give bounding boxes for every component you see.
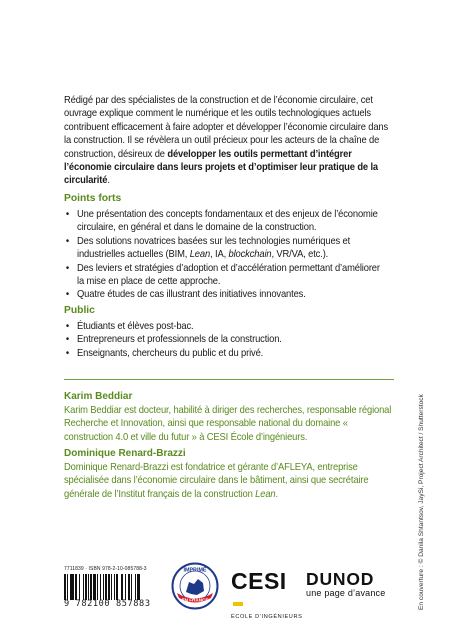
intro-end: .: [107, 175, 110, 187]
list-item-text: Des solutions novatrices basées sur les technologies numériques et industrielles actuelles (BIM,: [77, 235, 351, 261]
barcode-caption: 7711839 · ISBN 978-2-10-085788-3: [64, 566, 147, 572]
points-forts-list: [64, 208, 380, 302]
points-forts-heading: Points forts: [64, 193, 122, 204]
author-bio: [64, 461, 391, 501]
section-divider: [64, 379, 394, 380]
list-item-text: , IA,: [210, 249, 229, 261]
badge-bottom-text: EN FRANCE: [181, 597, 209, 603]
list-item: [64, 235, 380, 262]
barcode-number: 9 782100 857883: [64, 599, 151, 609]
list-item: • Des leviers et stratégies d’adoption et d’accélération permettant d’améliorer la mise en place de cette approche.: [64, 262, 380, 289]
list-item-italic: blockchain: [228, 249, 272, 261]
dunod-wordmark: DUNOD: [306, 569, 375, 589]
intro-text: Rédigé par des spécialistes de la construction et de l’économie circulaire, cet ouvrage explique comment le numérique et les outils technologiques actuels contribuent efficacement à faire adopter et développer l’économie circulaire dans la construction. Il se révèlera un outil précieux pour les acteurs de la chaîne de construction, désireux de: [64, 95, 389, 160]
list-item: • Enseignants, chercheurs du public et du privé.: [64, 347, 380, 360]
cesi-subtitle: ÉCOLE D’INGÉNIEURS: [231, 614, 303, 620]
intro-paragraph: [64, 94, 391, 188]
cesi-wordmark: CESI: [231, 568, 287, 594]
author-bio: Karim Beddiar est docteur, habilité à diriger des recherches, responsable régional Recherche et Innovation, ainsi que responsable national du domaine « construction 4.0 et ville du futur » à CESI École d’ingénieurs.: [64, 405, 392, 443]
dunod-tagline: une page d’avance: [306, 588, 386, 598]
author-bio-end: .: [275, 488, 278, 500]
badge-top-text: IMPRIMÉ: [183, 567, 207, 574]
dunod-logo: [306, 570, 386, 598]
author-bio-italic: Lean: [255, 488, 276, 500]
list-item: • Quatre études de cas illustrant des initiatives innovantes.: [64, 288, 380, 301]
public-heading: Public: [64, 305, 95, 316]
intro-bold-text: développer les outils permettant d’intégrer l’économie circulaire dans leurs projets et d’optimiser leur pratique de la circularité: [64, 148, 379, 187]
list-item-text: , VR/VA, etc.).: [271, 249, 329, 261]
list-item: • Entrepreneurs et professionnels de la construction.: [64, 333, 380, 346]
public-list: [64, 320, 380, 360]
author-name: Dominique Renard-Brazzi: [64, 448, 186, 459]
author-bio-text: Dominique Renard-Brazzi est fondatrice et gérante d’AFLEYA, entreprise spécialisée dans l’économie circulaire dans le bâtiment, ainsi que secrétaire générale de l’Institut français de la construction: [64, 462, 369, 500]
author-name: Karim Beddiar: [64, 391, 133, 402]
list-item: • Étudiants et élèves post-bac.: [64, 320, 380, 333]
list-item: • Une présentation des concepts fondamentaux et des enjeux de l’économie circulaire, en général et dans le domaine de la construction.: [64, 208, 380, 235]
barcode-bar: [140, 574, 142, 600]
cover-credit: En couverture : © Danila Shtantsov, JaySi, Project Architect / Shutterstock: [418, 394, 425, 610]
cesi-accent-bar: [233, 602, 243, 606]
isbn-barcode: [64, 566, 164, 608]
cesi-logo: [231, 568, 303, 620]
barcode-bars: [64, 574, 164, 600]
imprime-en-france-badge: [171, 562, 219, 610]
list-item-italic: Lean: [189, 249, 211, 261]
